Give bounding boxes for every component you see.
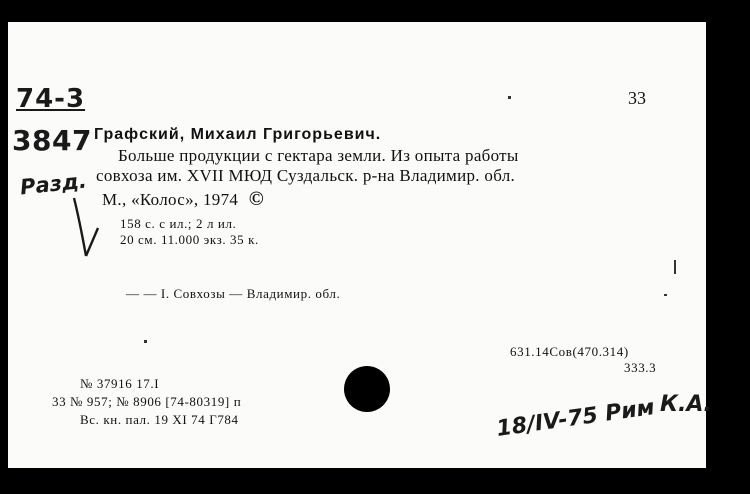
registration-line-2: 33 № 957; № 8906 [74-80319] п <box>52 394 242 409</box>
author-heading: Графский, Михаил Григорьевич. <box>94 126 382 143</box>
punch-hole <box>344 366 390 412</box>
copyright-icon: © <box>248 188 264 210</box>
speck-4 <box>144 340 147 343</box>
shelf-mark-top: 74-3 <box>16 84 86 114</box>
registration-line-3: Вс. кн. пал. 19 XI 74 Г784 <box>80 412 239 427</box>
page-number: 33 <box>628 88 646 108</box>
speck-2 <box>674 260 676 274</box>
speck-1 <box>508 96 511 99</box>
collation: 158 с. с ил.; 2 л ил. <box>120 216 237 231</box>
speck-3 <box>664 294 667 296</box>
registration-line-1: № 37916 17.I <box>80 376 160 391</box>
title-line-2: совхоза им. XVII МЮД Суздальск. р-на Владимир. обл. <box>96 166 516 185</box>
subject-tracing: — — I. Совхозы — Владимир. обл. <box>126 286 341 301</box>
handwritten-side-note: Разд. <box>18 168 88 200</box>
size-price: 20 см. 11.000 экз. 35 к. <box>120 232 259 247</box>
handwritten-date-signature: 18/IV-75 Рим <box>495 395 657 442</box>
classification-2: 333.3 <box>624 360 657 375</box>
shelf-mark-bottom: 3847 <box>12 124 92 157</box>
imprint-text: М., «Колос», 1974 <box>102 190 239 209</box>
imprint <box>102 188 264 211</box>
handwritten-initials: К.А. <box>660 392 712 417</box>
classification-1: 631.14Сов(470.314) <box>510 344 629 359</box>
title-line-1: Больше продукции с гектара земли. Из опыта работы <box>118 146 519 165</box>
